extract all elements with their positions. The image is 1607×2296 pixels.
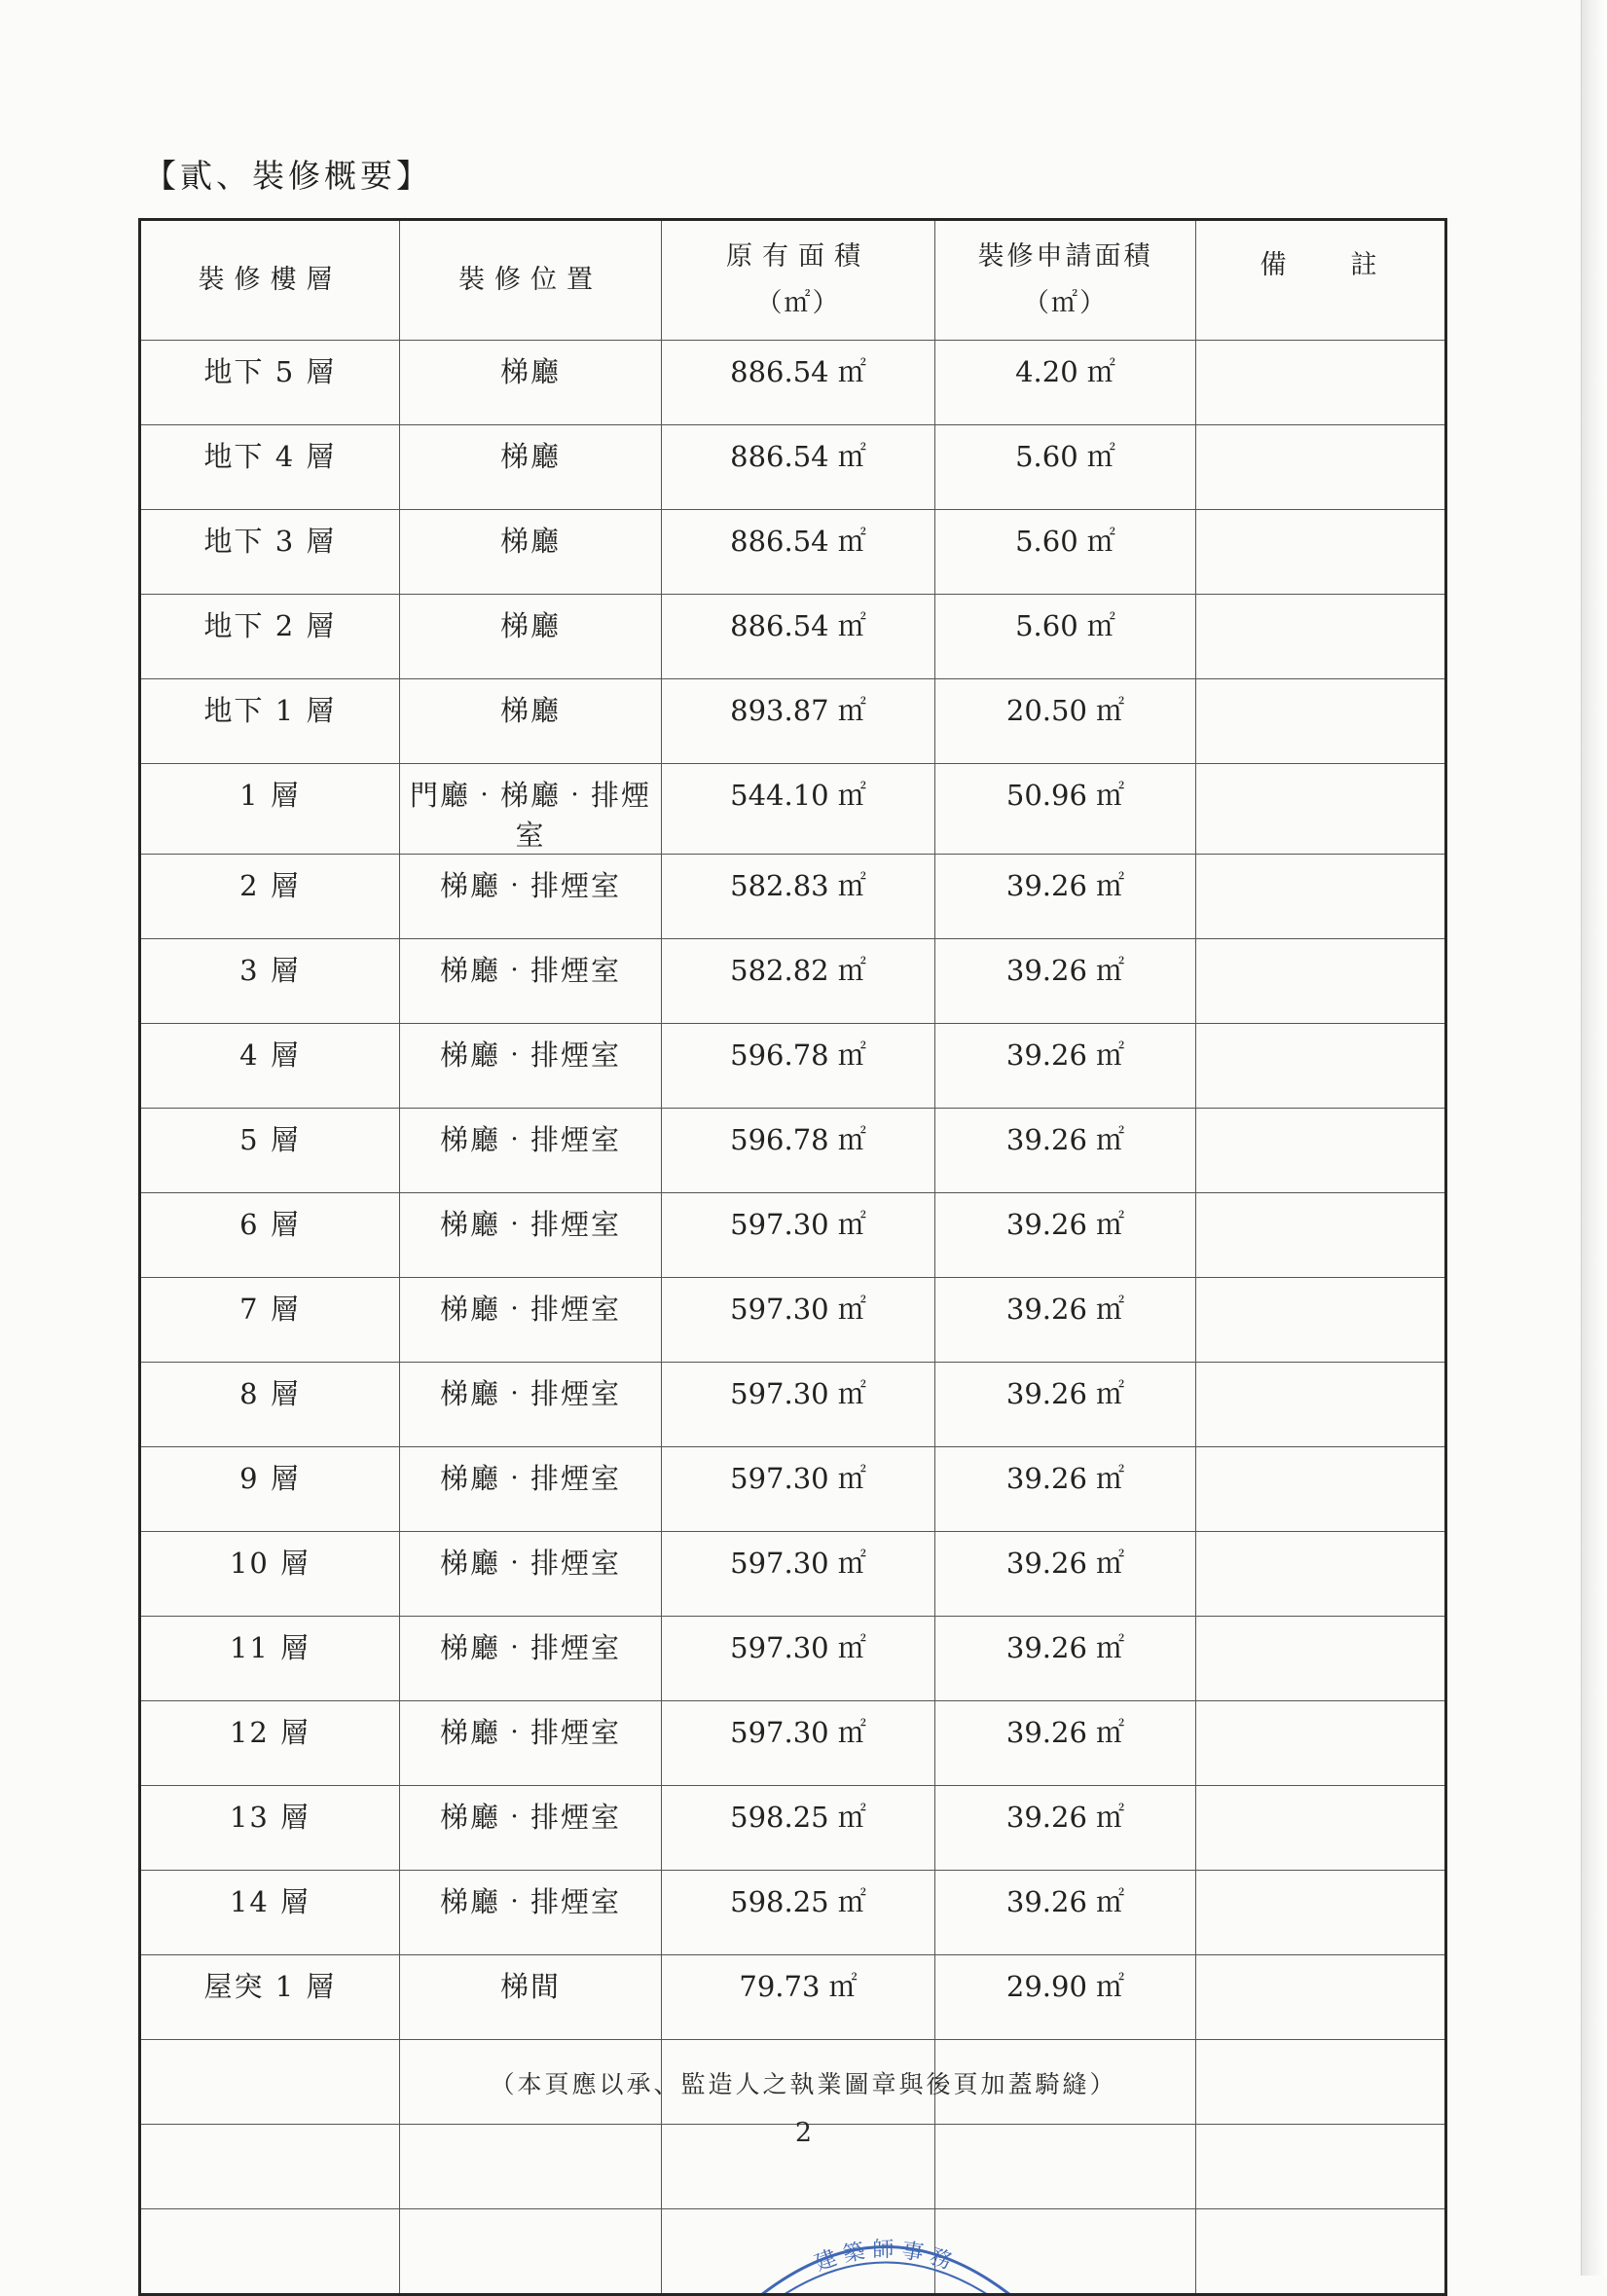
header-applied-area-label: 裝修申請面積 [977,241,1153,272]
location-cell: 梯廳‧排煙室 [400,1278,662,1363]
remark-cell [1196,1363,1446,1447]
location-cell: 梯廳‧排煙室 [400,1193,662,1278]
remark-cell [1196,341,1446,425]
table-row [140,679,1446,764]
remark-cell [1196,1786,1446,1871]
location-cell [400,2209,662,2295]
location-cell: 梯廳‧排煙室 [400,1786,662,1871]
table-row [140,1024,1446,1109]
location-cell: 梯廳 [400,425,662,510]
floor-cell: 地下 2 層 [140,595,400,679]
applied-area-cell: 39.26 ㎡ [935,1024,1196,1109]
floor-cell: 4 層 [140,1024,400,1109]
remark-cell [1196,1871,1446,1955]
table-row [140,939,1446,1024]
original-area-cell: 582.82 ㎡ [662,939,935,1024]
table-header-row [140,220,1446,341]
location-cell: 梯廳‧排煙室 [400,1617,662,1701]
location-cell: 梯廳 [400,595,662,679]
floor-cell: 6 層 [140,1193,400,1278]
remark-cell [1196,1447,1446,1532]
original-area-cell: 886.54 ㎡ [662,595,935,679]
header-applied-area [935,220,1196,341]
remark-cell [1196,425,1446,510]
table-row [140,1193,1446,1278]
table-body [140,341,1446,2295]
location-cell: 門廳‧梯廳‧排煙室 [400,764,662,855]
location-cell: 梯廳‧排煙室 [400,855,662,939]
applied-area-cell: 39.26 ㎡ [935,1871,1196,1955]
original-area-cell: 598.25 ㎡ [662,1786,935,1871]
original-area-cell: 597.30 ㎡ [662,1532,935,1617]
applied-area-cell: 20.50 ㎡ [935,679,1196,764]
floor-cell: 12 層 [140,1701,400,1786]
original-area-cell: 79.73 ㎡ [662,1955,935,2040]
stamp-text [812,2238,955,2276]
table-row [140,1617,1446,1701]
original-area-cell: 597.30 ㎡ [662,1193,935,1278]
applied-area-cell: 39.26 ㎡ [935,1701,1196,1786]
location-cell: 梯廳 [400,341,662,425]
header-remarks: 備 註 [1196,220,1446,341]
remark-cell [1196,1617,1446,1701]
original-area-cell: 597.30 ㎡ [662,1363,935,1447]
table-row [140,510,1446,595]
remark-cell [1196,2209,1446,2295]
original-area-cell: 597.30 ㎡ [662,1447,935,1532]
remark-cell [1196,1109,1446,1193]
original-area-cell: 597.30 ㎡ [662,1278,935,1363]
location-cell: 梯廳‧排煙室 [400,1024,662,1109]
applied-area-cell: 39.26 ㎡ [935,1532,1196,1617]
applied-area-cell: 39.26 ㎡ [935,1617,1196,1701]
original-area-cell: 597.30 ㎡ [662,1617,935,1701]
seal-footnote: （本頁應以承、監造人之執業圖章與後頁加蓋騎縫） [490,2070,1117,2098]
original-area-cell: 596.78 ㎡ [662,1024,935,1109]
applied-area-cell: 5.60 ㎡ [935,595,1196,679]
table-row [140,1701,1446,1786]
floor-cell: 9 層 [140,1447,400,1532]
floor-cell: 14 層 [140,1871,400,1955]
table-row [140,341,1446,425]
applied-area-cell: 4.20 ㎡ [935,341,1196,425]
original-area-cell: 544.10 ㎡ [662,764,935,855]
remark-cell [1196,595,1446,679]
remark-cell [1196,1532,1446,1617]
table-row [140,1871,1446,1955]
floor-cell: 屋突 1 層 [140,1955,400,2040]
original-area-cell: 886.54 ㎡ [662,425,935,510]
floor-cell: 地下 1 層 [140,679,400,764]
table-row [140,1447,1446,1532]
applied-area-cell: 29.90 ㎡ [935,1955,1196,2040]
table-row [140,764,1446,855]
original-area-cell: 886.54 ㎡ [662,510,935,595]
architect-seal-stamp [740,2215,1032,2293]
header-original-area-label: 原有面積 [726,241,870,272]
floor-cell: 10 層 [140,1532,400,1617]
header-applied-area-unit: （㎡） [1023,288,1108,318]
applied-area-cell: 39.26 ㎡ [935,939,1196,1024]
location-cell: 梯廳‧排煙室 [400,1109,662,1193]
applied-area-cell: 5.60 ㎡ [935,425,1196,510]
location-cell: 梯廳 [400,679,662,764]
applied-area-cell: 50.96 ㎡ [935,764,1196,855]
floor-cell: 11 層 [140,1617,400,1701]
table-row [140,1955,1446,2040]
applied-area-cell: 39.26 ㎡ [935,1786,1196,1871]
remark-cell [1196,510,1446,595]
floor-cell: 1 層 [140,764,400,855]
section-heading: 【貳、裝修概要】 [144,157,432,195]
original-area-cell: 597.30 ㎡ [662,1701,935,1786]
applied-area-cell: 39.26 ㎡ [935,1447,1196,1532]
remark-cell [1196,1955,1446,2040]
remark-cell [1196,1193,1446,1278]
floor-cell: 地下 4 層 [140,425,400,510]
header-original-area-unit: （㎡） [755,288,841,318]
original-area-cell: 886.54 ㎡ [662,341,935,425]
location-cell: 梯廳‧排煙室 [400,939,662,1024]
original-area-cell: 582.83 ㎡ [662,855,935,939]
location-cell: 梯廳‧排煙室 [400,1532,662,1617]
remark-cell [1196,679,1446,764]
applied-area-cell: 39.26 ㎡ [935,855,1196,939]
original-area-cell: 598.25 ㎡ [662,1871,935,1955]
floor-cell [140,2209,400,2295]
table-row [140,855,1446,939]
remark-cell [1196,939,1446,1024]
floor-cell: 地下 5 層 [140,341,400,425]
applied-area-cell: 39.26 ㎡ [935,1193,1196,1278]
applied-area-cell: 39.26 ㎡ [935,1109,1196,1193]
location-cell: 梯廳 [400,510,662,595]
remark-cell [1196,1701,1446,1786]
stamp-text-path: 建 築 師 事 務 [811,2238,956,2277]
applied-area-cell: 5.60 ㎡ [935,510,1196,595]
floor-cell: 5 層 [140,1109,400,1193]
table-row [140,1532,1446,1617]
table-row [140,1278,1446,1363]
applied-area-cell: 39.26 ㎡ [935,1363,1196,1447]
floor-cell: 地下 3 層 [140,510,400,595]
header-floor: 裝修樓層 [140,220,400,341]
remark-cell [1196,1278,1446,1363]
floor-cell: 2 層 [140,855,400,939]
floor-cell: 3 層 [140,939,400,1024]
table-row [140,595,1446,679]
location-cell: 梯廳‧排煙室 [400,1363,662,1447]
floor-cell: 7 層 [140,1278,400,1363]
remark-cell [1196,855,1446,939]
page-number: 2 [794,2118,813,2148]
remark-cell [1196,1024,1446,1109]
scanned-page-edge [1581,0,1607,2276]
table-row [140,425,1446,510]
applied-area-cell: 39.26 ㎡ [935,1278,1196,1363]
location-cell: 梯廳‧排煙室 [400,1447,662,1532]
header-location: 裝修位置 [400,220,662,341]
floor-cell: 13 層 [140,1786,400,1871]
original-area-cell: 596.78 ㎡ [662,1109,935,1193]
location-cell: 梯間 [400,1955,662,2040]
original-area-cell: 893.87 ㎡ [662,679,935,764]
header-original-area [662,220,935,341]
floor-cell: 8 層 [140,1363,400,1447]
table-row [140,1109,1446,1193]
table-row [140,1363,1446,1447]
renovation-summary-table [138,218,1447,2296]
remark-cell [1196,764,1446,855]
location-cell: 梯廳‧排煙室 [400,1871,662,1955]
location-cell: 梯廳‧排煙室 [400,1701,662,1786]
table-row [140,1786,1446,1871]
